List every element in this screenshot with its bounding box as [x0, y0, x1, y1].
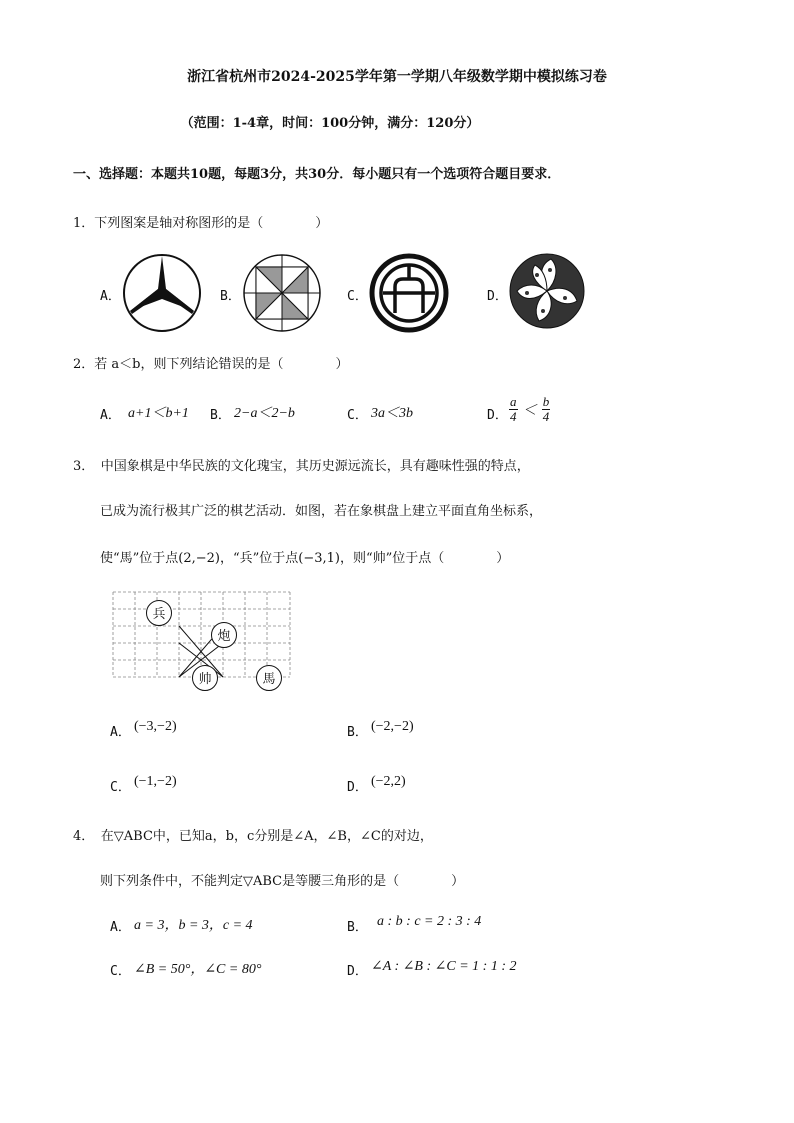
q3-option-c-text: (−1,−2)	[134, 774, 177, 789]
q2-option-d-fraction-expression	[509, 395, 550, 424]
chess-piece-pao: 炮	[211, 622, 237, 648]
q4-option-a-text: a = 3，b = 3，c = 4	[134, 918, 253, 933]
q2-option-c-label: C．	[347, 408, 368, 423]
question-3-line-1: 3． 中国象棋是中华民族的文化瑰宝，其历史源远流长，具有趣味性强的特点，	[73, 459, 530, 474]
chess-piece-ma: 馬	[256, 665, 282, 691]
question-1-stem: 1．下列图案是轴对称图形的是（ ）	[73, 216, 329, 231]
q1-figure-d-bauhinia	[509, 253, 585, 329]
q3-option-a-label: A．	[110, 725, 131, 740]
q1-figure-b-pinwheel	[242, 253, 322, 333]
q2-option-b-label: B．	[210, 408, 231, 423]
q1-figure-a-tri-blade	[122, 253, 202, 333]
question-4-line-1: 4． 在▽ABC中，已知a，b，c分别是∠A，∠B，∠C的对边，	[73, 829, 433, 844]
q3-option-d-text: (−2,2)	[371, 774, 406, 789]
chess-piece-bing: 兵	[146, 600, 172, 626]
q2-option-a-label: A．	[100, 408, 121, 423]
q1-option-b-label: B．	[220, 289, 241, 304]
q4-option-c-label: C．	[110, 964, 131, 979]
section-heading-choice: 一、选择题：本题共10题，每题3分，共30分．每小题只有一个选项符合题目要求．	[73, 167, 561, 182]
question-3-line-3: 使“馬”位于点(2,−2)，“兵”位于点(−3,1)，则“帅”位于点（ ）	[100, 551, 510, 566]
page-subtitle: （范围：1-4章，时间：100分钟，满分：120分）	[180, 116, 480, 131]
q2-option-d-label: D．	[487, 408, 508, 423]
q4-option-b-label: B．	[347, 920, 368, 935]
chess-piece-shuai: 帅	[192, 665, 218, 691]
q4-option-d-text: ∠A : ∠B : ∠C = 1 : 1 : 2	[371, 959, 517, 974]
q3-option-b-text: (−2,−2)	[371, 719, 414, 734]
question-4-line-2: 则下列条件中，不能判定▽ABC是等腰三角形的是（ ）	[100, 874, 465, 889]
q4-option-a-label: A．	[110, 920, 131, 935]
fraction-a-over-4: $\frac{a}{4}$	[510, 394, 517, 424]
q4-option-c-text: ∠B = 50°，∠C = 80°	[134, 962, 262, 977]
question-2-stem: 2．若 a＜b，则下列结论错误的是（ ）	[73, 357, 349, 372]
q2-option-a-text: a+1＜b+1	[128, 406, 189, 421]
less-than-sign: ＜	[522, 403, 537, 419]
q3-option-b-label: B．	[347, 725, 368, 740]
q4-option-b-text: a : b : c = 2 : 3 : 4	[377, 914, 482, 929]
q4-option-d-label: D．	[347, 964, 368, 979]
page-title: 浙江省杭州市2024-2025学年第一学期八年级数学期中模拟练习卷	[187, 69, 607, 85]
q1-figure-c-emblem	[369, 253, 449, 333]
q2-option-b-text: 2−a＜2−b	[234, 406, 295, 421]
q1-option-d-label: D．	[487, 289, 508, 304]
q2-option-c-text: 3a＜3b	[371, 406, 413, 421]
q1-option-a-label: A．	[100, 289, 121, 304]
q3-option-a-text: (−3,−2)	[134, 719, 177, 734]
q1-option-c-label: C．	[347, 289, 368, 304]
fraction-b-over-4: $\frac{b}{4}$	[542, 394, 550, 424]
q3-option-c-label: C．	[110, 780, 131, 795]
q3-option-d-label: D．	[347, 780, 368, 795]
question-3-line-2: 已成为流行极其广泛的棋艺活动．如图，若在象棋盘上建立平面直角坐标系，	[100, 504, 543, 519]
